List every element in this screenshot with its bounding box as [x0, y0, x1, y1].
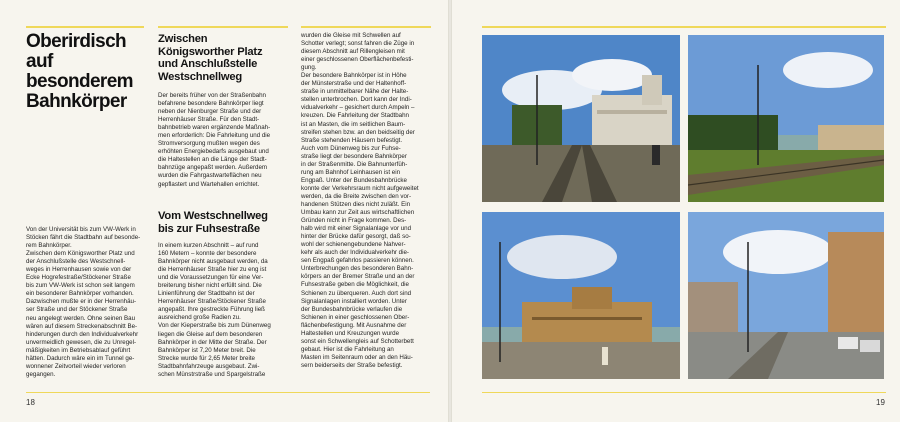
- photo-station-building-tracks: [482, 35, 680, 202]
- section-text: Der bereits früher von der Straßenbahn befahrene besondere Bahnkörper liegt neben der Nienburger Straße und der Herrenhäuser Straße. Für den Stadt- bahnbetrieb waren ergänzende Maßnah- men erforderlich: Die Fahrleitung und die Stromversorgung mußten wegen des erhöhten Energiebedarfs ausgebaut und die Haltestellen an die Länge der Stadt- bahnzüge angepaßt werden. Außerdem wurden die Fahrgastwarteflächen neu gepflastert und Wartehallen errichtet.: [158, 92, 271, 188]
- right-page: [452, 0, 900, 422]
- column-text: wurden die Gleise mit Schwellen auf Schotter verlegt; sonst fahren die Züge in diesem Abschnitt auf Rillengleisen mit einer geschlossenen Oberflächenbefesti- gung. Der besondere Bahnkörper ist in Höhe der Münsterstraße und der Haltenhoff- straße in unmittelbarer Nähe der Halte- stellen unterbrochen. Dort kann der Indi- vidualverkehr – gesichert durch Ampeln – kreuzen. Die Fahrleitung der Stadtbahn ist an Masten, die im seitlichen Baum- streifen stehen bzw. an den beidseitig der Straße stehenden Häusern befestigt. Auch vom Dünenweg bis zur Fuhse- straße liegt der besondere Bahnkörper in der Straßenmitte. Die Bahnunterfüh- rung am Bahnhof Leinhausen ist ein Engpaß. Unter der Bundesbahnbrücke konnte der Verkehrsraum nicht aufgeweitet werden, da die Breite zwischen den vor- handenen Stützen dies nicht zuläßt. Ein Umbau kann zur Zeit aus wirtschaftlichen Gründen nicht in Frage kommen. Des- halb wird mit einer Signalanlage vor und hinter der Brücke dafür gesorgt, daß so- wohl der schienengebundene Nahver- kehr als auch der Individualverkehr die- sen Engpaß gefahrlos passieren können. Unterbrechungen des besonderen Bahn- körpers an der Bremer Straße und an der Fuhsestraße geben die Möglichkeit, die Schienen zu überqueren. Auch dort sind Signalanlagen installiert worden. Unter der Bundesbahnbrücke verlaufen die Schienen in einer geschlossenen Ober- flächenbefestigung. Mit Ausnahme der Haltestellen und Kreuzungen wurde sonst ein Schwellengleis auf Schotterbett gebaut. Hier ist die Fahrleitung an Masten im Seitenraum oder an den Häu- sern beiderseits der Straße befestigt.: [301, 32, 419, 369]
- yellow-rule: [26, 26, 144, 28]
- page-number: 18: [26, 398, 35, 407]
- yellow-rule: [26, 392, 430, 393]
- section-text: In einem kurzen Abschnitt – auf rund 160 Metern – konnte der besondere Bahnkörper nicht ausgebaut werden, da die Herrenhäuser Straße hier zu eng ist und die Voraussetzungen für eine Ver- breiterung bisher nicht erfüllt sind. Die Linienführung der Stadtbahn ist der Herrenhäuser Straße/Stöckener Straße angepaßt. Ihre gestreckte Führung ließ ausreichend große Radien zu. Von der Kieperstraße bis zum Dünenweg liegen die Gleise auf dem besonderen Bahnkörper in der Mitte der Straße. Der Bahnkörper ist 7,20 Meter breit. Die Strecke wurde für 2,65 Meter breite Stadtbahnfahrzeuge ausgebaut. Zwi- schen Münstrstraße und Spargelstraße: [158, 242, 271, 378]
- photo-tracks-grass-trees: [688, 35, 884, 202]
- yellow-rule: [158, 26, 288, 28]
- intro-text: Von der Universität bis zum VW-Werk in Stöcken fährt die Stadtbahn auf besonde- rem Bahnkörper. Zwischen dem Königsworther Platz und der Anschlußstelle des Westschnell- weges in Herrenhausen sowie von der Ecke Hogrefestraße/Stöckener Straße bis zum VW-Werk ist schon seit langem ein besonderer Bahnkörper vorhanden. Dazwischen mußte er in der Herrenhäu- ser Straße und der Stöckener Straße neu angelegt werden. Ohne seinen Bau wären auf diesem Streckenabschnitt Be- hinderungen durch den Individualverkehr unvermeidlich gewesen, die zu Unregel- mäßigkeiten im Betriebsablauf geführt hätten. Dadurch wäre ein im Tunnel ge- wonnener Zeitvorteil wieder verloren gegangen.: [26, 226, 141, 378]
- left-page: [0, 0, 448, 422]
- page-headline: Oberirdisch auf besonderem Bahnkörper: [26, 31, 133, 112]
- yellow-rule: [482, 392, 886, 393]
- section-heading: Zwischen Königsworther Platz und Anschlußstelle Westschnellweg: [158, 33, 263, 83]
- section-heading: Vom Westschnellweg bis zur Fuhsestraße: [158, 210, 268, 235]
- photo-street-median-tracks: [688, 212, 884, 379]
- photo-station-square-evening: [482, 212, 680, 379]
- yellow-rule: [301, 26, 431, 28]
- page-number: 19: [876, 398, 885, 407]
- yellow-rule: [482, 26, 886, 28]
